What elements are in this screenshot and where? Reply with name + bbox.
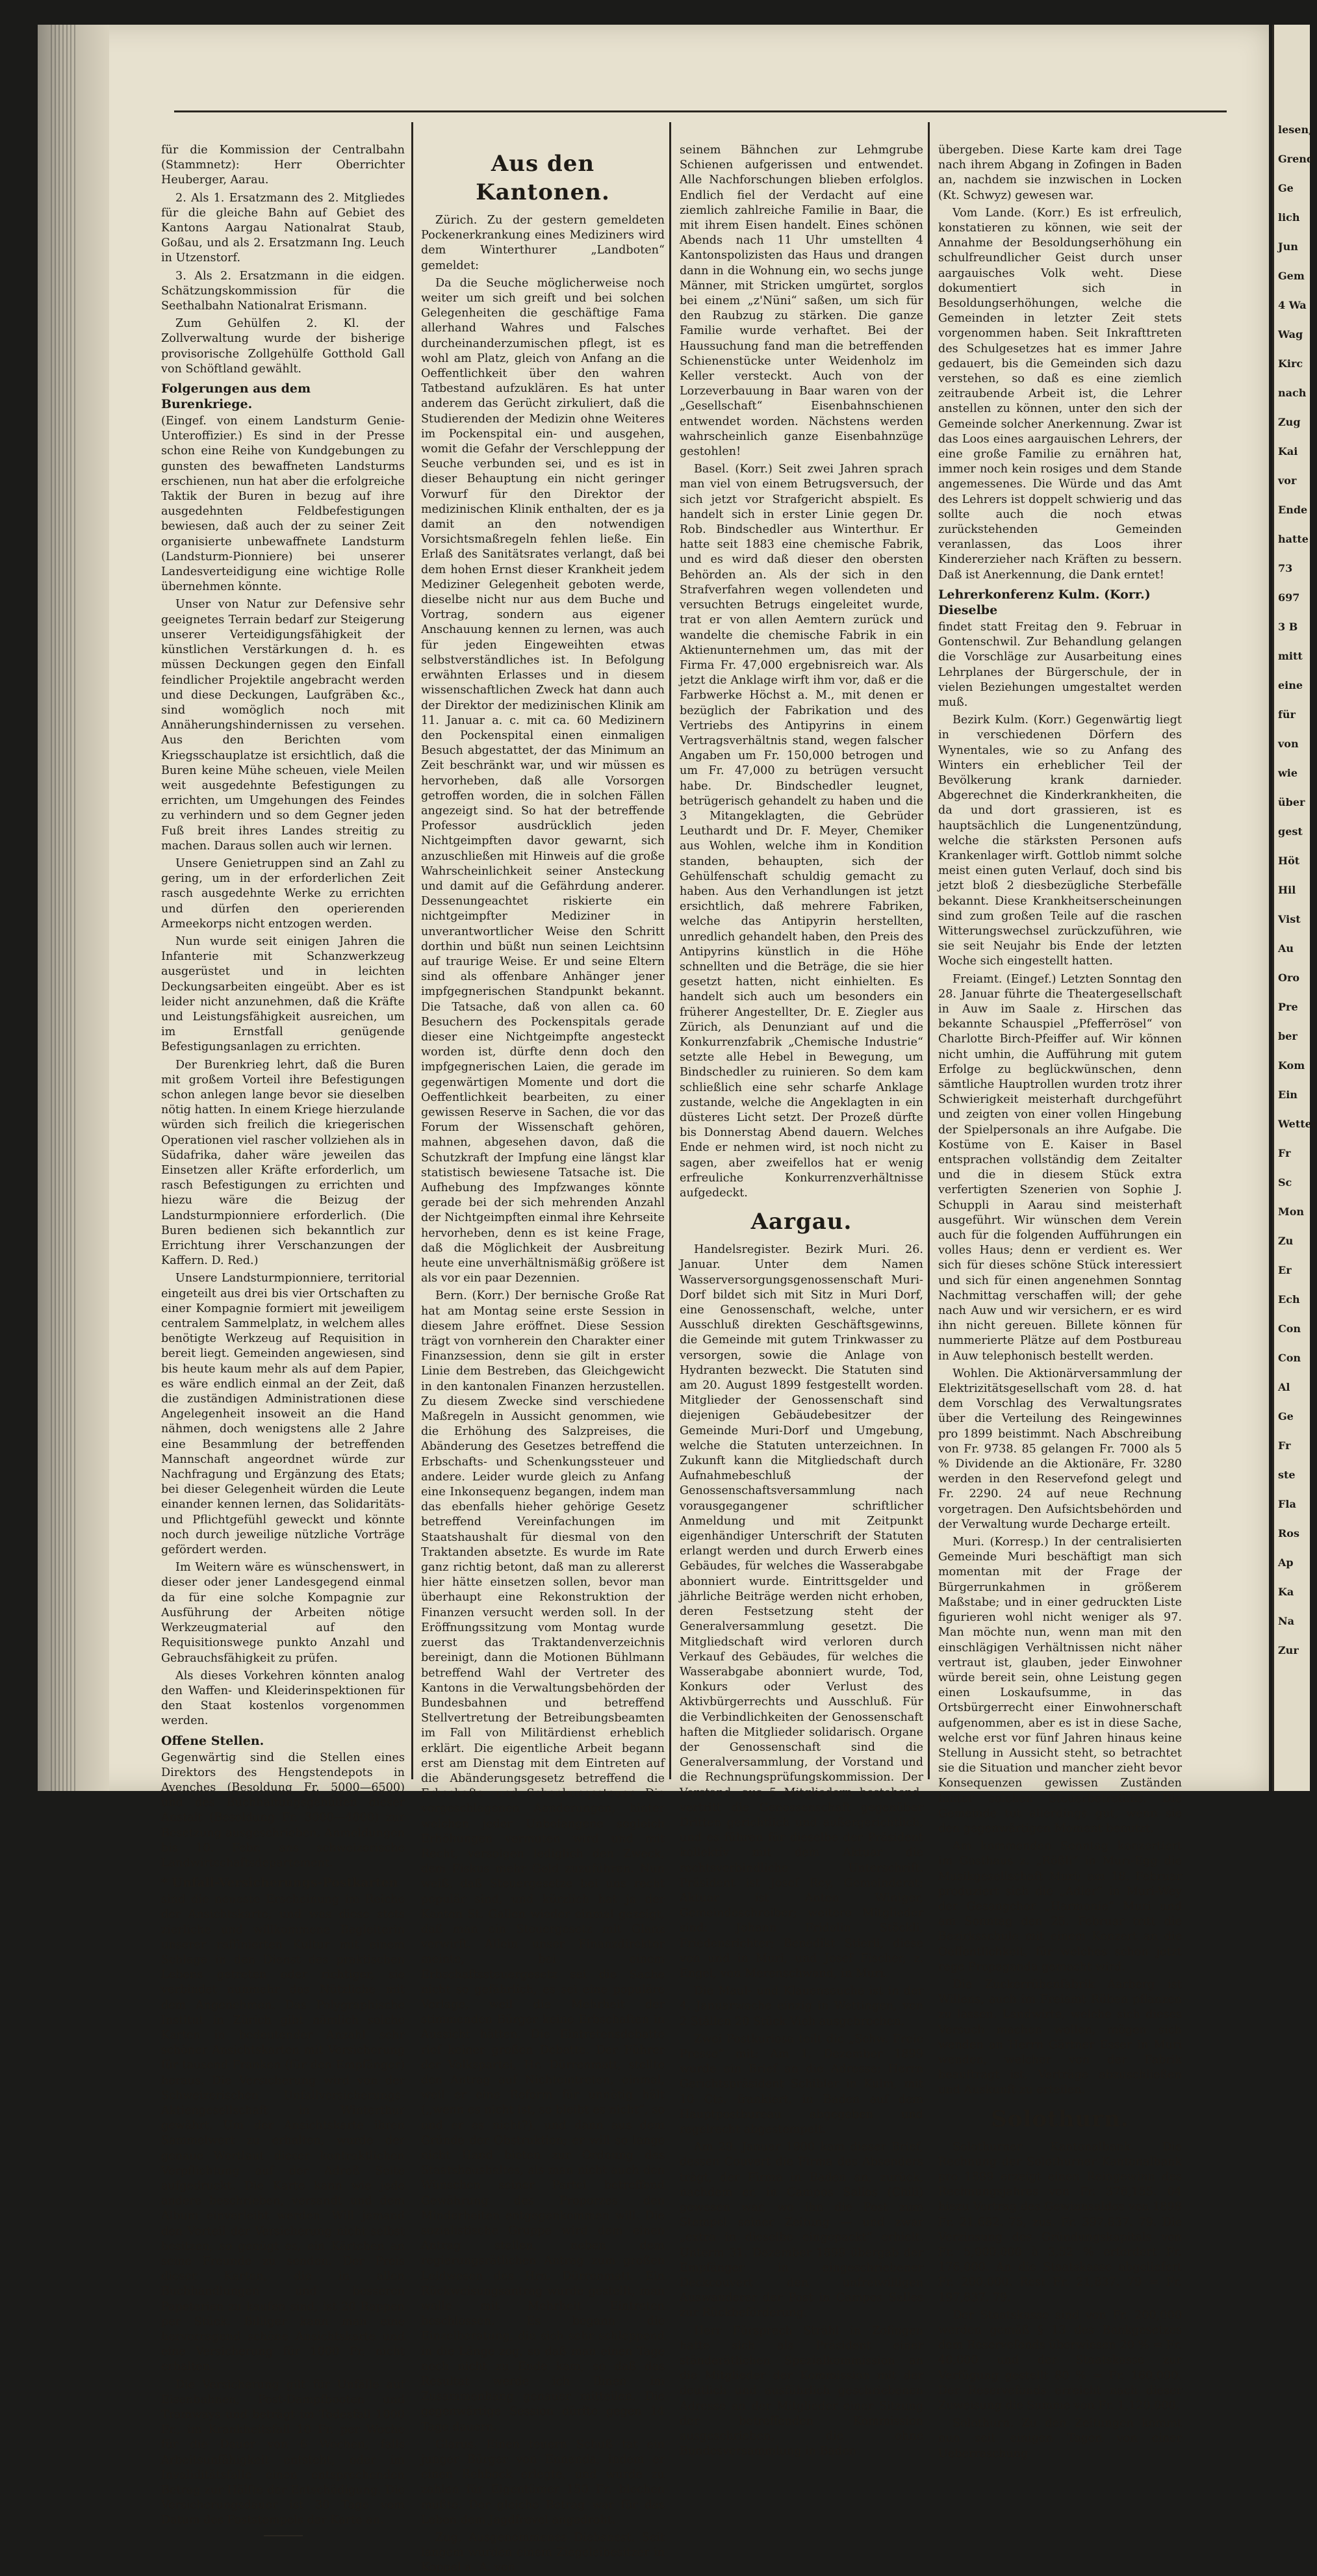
article-paragraph: für die Kommission der Centralbahn (Stammnetz): Herr Oberrichter Heuberger, Aarau. [161, 144, 405, 187]
article-paragraph: sind die neueste Erscheinung im Reiche der Ansichtskarte, und was diese stets zierliche und willkommene Begleiterin unserer raffinierten Kultur mit einem Schlage in den Dienst des praktischen Lebens getreten oder richtiger, sie verbindet nunmehr das Nützliche mit dem Angenehmen. Das Polygraphische Institut in Zürich gibt nämlich solche Karten in bedeutender Anzahl sehr schöner Ansichtskarten mit Versicherung für tausend Franken (für den Empfänger) heraus. Die Versicherung wird von der Schweizerischen Unfallversicherungs-Aktiengesellschaft in Winterthur gewährt. Um der Ansichtskarte ihren Sammelwert zu erhalten, wurde der genaue Wortlaut dieser kontraktlichen Verpflichtung auf der Adreß Seite aufgedruckt. Die Karte kann wie jede andere beschrieben, versandt und dem Album einverleibt werden. Will jemand den Vorteil der Versicherung nicht selbst besitzen, so genügt es, ein Kärtchen an seine Freunde zu senden. Der Preis dieser Karten, die in allen Buchhandlungen und besseren Papeterien zu kaufen sind, ist 20 Rappen per Stück. Billiger kann man eine hervorragend schöne Ansichtskarte und eine Versicherung für 1000 Fr. nicht erhalten. [161, 1893, 405, 2374]
page-edge-fragment: Ende [1278, 504, 1308, 516]
page-edge-fragment: Oro [1278, 972, 1300, 984]
article-paragraph: Handelsregister. Bezirk Muri. 26. Januar. Unter dem Namen Wasserversorgungsgenossenschaft Muri-Dorf bildet sich mit Sitz in Muri Dorf, eine Genossenschaft, welche, unter Ausschluß direkten Geschäftsgewinns, die Gemeinde mit gutem Trinkwasser zu versorgen, sowie die Anlage von Hydranten bezweckt. Die Statuten sind am 20. August 1899 festgestellt worden. Mitglieder der Genossenschaft sind diejenigen Gebäudebesitzer der Gemeinde Muri-Dorf und Umgebung, welche die Statuten unterzeichnen. In Zukunft kann die Mitgliedschaft durch Aufnahmebeschluß der Genossenschaftsversammlung nach vorausgegangener schriftlicher Anmeldung und mit Zeitpunkt eigenhändiger Unterschrift der Statuten erlangt werden und durch Erwerb eines Gebäudes, für welches die Wasserabgabe abonniert wurde. Eintrittsgelder und jährliche Beiträge werden nicht erhoben, deren Festsetzung steht der Generalversammlung gesetzt. Die Mitgliedschaft wird verloren durch Verkauf des Gebäudes, für welches die Wasserabgabe abonniert wurde, Tod, Konkurs oder Verlust des Aktivbürgerrechts und Ausschluß. Für die Verbindlichkeiten der Genossenschaft haften die Mitglieder solidarisch. Organe der Genossenschaft sind die Generalversammlung, der Vorstand und die Rechnungsprüfungskommission. Der Vorstand, aus 5 Mitgliedern bestehend, vertritt die Genossenschaft gegenüber Dritten gerichtlich und außergerichtlich, und es führen für dieselbe der Präsident kollektiv mit dem Aktuar die rechtsverbindliche Unterschrift. Präsident ist Josef Rey, Gemeinderat; Aktuar ist Anton Winiger, Gemeindeschreiber; weitere Mitglieder sind: Johann Fridolin Stöckli, Friedensrichter; Benedikt Stierli, diese von und in Muri, und Josef Fischer, z. Engel, von Merenschwand, in Muri. [680, 1243, 923, 1980]
page-edge-fragment: Zur [1278, 1644, 1299, 1656]
page-edge-fragment: eine [1278, 679, 1303, 691]
article-paragraph: Da die Seuche möglicherweise noch weiter um sich greift und bei solchen Gelegenheiten die geschäftige Fama allerhand Wahres und Falsches durcheinanderzumischen pflegt, ist es wohl am Platz, gleich von Anfang an die Oeffentlichkeit über den wahren Tatbestand aufzuklären. Es hat unter anderem das Gerücht zirkuliert, daß die Studierenden der Medizin ohne Weiteres im Pockenspital ein- und ausgehen, womit die Gefahr der Verschleppung der Seuche verbunden sei, und es ist in dieser Behauptung ein nicht geringer Vorwurf für den Direktor der medizinischen Klinik enthalten, der es ja damit an den notwendigen Vorsichtsmaßregeln fehlen ließe. Ein Erlaß des Sanitätsrates verlangt, daß bei dem hohen Ernst dieser Krankheit jedem Mediziner Gelegenheit geboten werde, dieselbe nicht nur aus dem Buche und Vortrag, sondern aus eigener Anschauung kennen zu lernen, was auch für jeden Eingeweihten etwas selbstverständliches ist. In Befolgung erwähnten Erlasses und in diesem wissenschaftlichen Zweck hat dann auch der Direktor der medizinischen Klinik am 11. Januar a. c. mit ca. 60 Medizinern den Pockenspital einen einmaligen Besuch abgestattet, der das Minimum an Zeit beschränkt war, und wir müssen es hervorheben, daß alle Vorsorgen getroffen worden, die in solchen Fällen angezeigt sind. So hat der betreffende Professor ausdrücklich jeden Nichtgeimpften davor gewarnt, sich anzuschließen mit Hinweis auf die große Wahrscheinlichkeit seiner Ansteckung und damit auf die Gefährdung anderer. Dessenungeachtet riskierte ein nichtgeimpfter Mediziner in unverantwortlicher Weise den Schritt dorthin und büßt nun seinen Leichtsinn auf traurige Weise. Er und seine Eltern sind als offenbare Anhänger jener impfgegnerischen Standpunkt bekannt. Die Tatsache, daß von allen ca. 60 Besuchern des Pockenspitals gerade dieser eine Nichtgeimpfte angesteckt worden ist, dürfte denn doch den impfgegnerischen Laien, die gerade im gegenwärtigen Momente und dort die Oeffentlichkeit bearbeiten, zu einer gewissen Reserve in Sachen, die vor das Forum der Wissenschaft gehören, mahnen, abgesehen davon, daß die Schutzkraft der Impfung eine längst klar statistisch bewiesene Tatsache ist. Die Aufhebung des Impfzwanges könnte gerade bei der sich mehrenden Anzahl der Nichtgeimpften einmal ihre Kehrseite hervorheben, denn es ist keine Frage, daß die Möglichkeit der Ausbreitung heute eine unverhältnismäßig größere ist als vor ein paar Dezennien. [421, 276, 665, 1285]
page-edge-fragment: von [1278, 738, 1299, 750]
newspaper-page [38, 25, 1317, 2575]
article-paragraph: Vom Lande. (Korr.) Es ist erfreulich, konstatieren zu können, wie seit der Annahme der Besoldungserhöhung ein schulfreundlicher Geist durch unser aargauisches Volk weht. Diese dokumentiert sich in Besoldungserhöhungen, welche die Gemeinden in letzter Zeit stets vorgenommen haben. Seit Inkrafttreten des Schulgesetzes hat es immer Jahre gedauert, bis die Gemeinden sich dazu verstehen, so daß es eine ziemlich zeitraubende Arbeit ist, die Lehrer anstellen zu können, unter den sich der Gemeinde solcher Anerkennung. Zwar ist das Loos eines aargauischen Lehrers, der eine große Familie zu ernähren hat, immer noch kein rosiges und dem Stande angemessenes. Die Würde und das Amt des Lehrers ist doppelt schwierig und das sollte auch die noch etwas zurückstehenden Gemeinden veranlassen, das Loos ihrer Kindererzieher nach Kräften zu bessern. Daß ist Anerkennung, die Dank erntet! [938, 206, 1182, 582]
page-edge-fragment: Mon [1278, 1205, 1305, 1218]
article-paragraph: Herr Fürsprech Strähl in Zofingen hatte sich als Präsident einer ständerätlichen Spezialkommission an die Mitglieder der Kommission mit der deutlich und ausführlich geschriebenen Adresse an der Mitglieder einer Sitzung der betreffenden Kommission ausgeschrieben, die ohne Bundesversammlung in Baden [680, 2324, 923, 2458]
article-paragraph: Die Maul- und Klauenseuche ist in der 4. Januarwoche einzig in Wettingen, von 2 Ställen 20 Stück Vieh ausgebrochen. [680, 1985, 923, 2028]
page-edge-fragment: Gem [1278, 270, 1305, 282]
article-paragraph: Bezirk Kulm. (Korr.) Gegenwärtig liegt in verschiedenen Dörfern des Wynentales, wie so zu Anfang des Winters ein erheblicher Teil der Bevölkerung krank darnieder. Abgerechnet die Kinderkrankheiten, die da und dort grassieren, ist es hauptsächlich die Lungenentzündung, welche die stärksten Personen aufs Krankenlager wirft. Gottlob nimmt solche meist einen guten Verlauf, doch sind bis jetzt bloß 2 diesbezügliche Sterbefälle bekannt. Diese Krankheitserscheinungen sind zum großen Teile auf die raschen Witterungswechsel zurückzuführen, wie sie seit Neujahr bis Ende der letzten Woche sich eingestellt hatten. [938, 714, 1182, 968]
article-paragraph: Solothurner Kantonalbank. Die Rechnung der Solothurner Kantonalbank pro 1899 erzeigt einen Reingewinn des Rechnungsjahres von Fr. 376,155. 04 hiezu Vortrag des Gewinnsaldos von 1898 Fr. 21,682. 75, zus. Fr. 397,837. 79. Die Verzinsung des Gründungskapitals von Fr. 5,000,000 à 3,52 % erfordert Fr. 176,000. An die Staatskasse abgeliefert Fr. 200,000. Rest Fr. 21,837. 79 = Fr. 197,837. 79. [938, 2140, 1182, 2304]
article-heading: * Unfall-Versicherungs-Postkarten [161, 1875, 398, 1890]
article-paragraph: findet statt Freitag den 9. Februar in Gontenschwil. Zur Behandlung gelangen die Vorschläge zur Ausarbeitung eines Lehrplanes der Bürgerschule, der in vielen Beziehungen umgestaltet werden muß. [938, 620, 1182, 709]
header-rule [174, 110, 1227, 112]
page-edge-fragment: nach [1278, 387, 1307, 399]
column-3 [680, 143, 923, 2458]
page-edge-fragment: Wag [1278, 328, 1303, 341]
article-paragraph: übergeben. Diese Karte kam drei Tage nach ihrem Abgang in Zofingen in Baden an, nachdem sie inzwischen in Locken (Kt. Schwyz) gewesen war. [938, 144, 1182, 202]
column-rule-2 [669, 122, 671, 1779]
article-paragraph: Bern. (Korr.) Der bernische Große Rat hat am Montag seine erste Session in diesem Jahre eröffnet. Diese Session trägt von vornherein den Charakter einer Finanzsession, denn sie gilt in erster Linie dem Bestreben, das Gleichgewicht in den kantonalen Finanzen herzustellen. Zu diesem Zwecke sind verschiedene Maßregeln in Aussicht genommen, wie die Erhöhung des Salzpreises, die Abänderung des Gesetzes betreffend die Erbschafts- und Schenkungssteuer und andere. Leider wurde gleich zu Anfang eine Inkonsequenz begangen, indem man das ebenfalls hieher gehörige Gesetz betreffend Vereinfachungen im Staatshaushalt für diesmal von den Traktanden absetzte. Es wurde im Rate ganz richtig betont, daß man zu allererst hier hätte einsetzen sollen, bevor man überhaupt eine Rekonstruktion der Finanzen versucht werden soll. In der Eröffnungssitzung vom Montag wurde zuerst das Traktandenverzeichnis bereinigt, dann die Motionen Bühlmann betreffend Wahl der Vertreter des Kantons in die Verwaltungsbehörden der Bundesbahnen und betreffend Stellvertretung der Betreibungsbeamten im Fall von Militärdienst erheblich erklärt. Die eigentliche Arbeit begann erst am Dienstag mit dem Eintreten auf die Abänderungsgesetz betreffend die Erbschafts- und Schenkungssteuer. Die vorgeschlagenen Aenderungen, hinter welchen jeder Unbefangene sogleich Erhöhungen vermuten wird und mit Recht, versolgen lediglich den Zweck, dem Fiskus mehr Geld zuzuführen. Nun weiß, daß Steuergesetze bei uns recht populär sind, und kürzlich hat ja der Kanton St. Gallen wieder einmal gezeigt, daß man ein Steuergesetz mit Glanz verwirft. Allein unser Finanzdirektor meinte, bei einem Erbschaftssteuergesetz sei die Sache nicht so gefährlich, es sei eine populäre Vorlage, weil die Mehrheit der stimmenden Bürger keine Erbschaften in Aussicht hätten. Die Eintretensdebatte rief keiner großen Debatte. Der Führer der Volkspartei, Hr. Dürrenmatt, stellte den Antrag auf Nichteintreten, einmal, weil er eine Reform für unnötig hält (,,wenn es nicht ist, so bleibt es nicht“, so und er es nicht?), und dann aus dem Gründe der Obstruktion; er will so lange nicht Hand bieten zur Ordnung des Staatshaushaltes, als man nicht auch den Wünschen seiner Partei betreffend Gewährung des Proporzes den Minderheiten entgegenkommen will. Die sozialistische Gruppe wird dem einen Antrag stellen, neben dem regierungsrätlichen Antrag zum großen Leidwesen des Hrn. Dürrenmatt. Ein Rückweisungsantrag wurde gestellt, man wolle mit Mehrheit Eintreten beschlossen. Es begann die Einzelberatung, die sich sehr schleppend in die Länge zog, so daß man einen Tage noch nicht zu Ende kam, so daß das Resultat werde ich Ihnen im Zusammenhang genauer mitteilen. Die gegenwärtige Session dürfte gegen 14 Tage dauern. [421, 1289, 665, 2434]
section-heading: Solothurn. [991, 2106, 1129, 2132]
page-edge-fragment: ber [1278, 1030, 1298, 1042]
article-paragraph: 2. Als 1. Ersatzmann des 2. Mitgliedes für die gleiche Bahn auf Gebiet des Kantons Aargau Nationalrat Staub, Goßau, und als 2. Ersatzmann Ing. Leuch in Utzenstorf. [161, 191, 405, 265]
article-paragraph: Zug. Ausgenommenes Diebsnest. Seit langem wurden einem Ziegeleibesitzer in Koppel a. A. von [421, 2531, 665, 2575]
page-edge-fragment: Wetter [1278, 1118, 1317, 1130]
page-edge-fragment: 697 [1278, 591, 1300, 604]
page-edge-fragment: 4 Wa [1278, 299, 1307, 311]
page-edge-fragment: Zu [1278, 1235, 1294, 1247]
article-paragraph: Am kommenden Sonntag konzertiert im Gasthaus z. „Rößli“ in Muri-Egg die Musikgesellschaft Muri; am 18. Februar produziert sich die „Adler“ in Muri-Wey der Gesangchor „Harmonie“ Muri und am Sonntag den 25. Februar tritt die Bezirksschule mit einem Konzert an die Oeffentlichkeit, für welches schon jetzt rege Propaganda gemacht wird. [938, 1840, 1182, 1974]
page-edge-fragment: Ka [1278, 1586, 1294, 1598]
article-paragraph: Zürich. Zu der gestern gemeldeten Pockenerkrankung eines Mediziners wird dem Winterthurer „Landboten“ gemeldet: [421, 214, 665, 272]
article-paragraph: Der Staatskasse sind von Fr. 200,000 werden gemäß § 13 des Bankgesetzes dem Reservefonds überwiesen 20 % = Fr. 40,000 und der Staatskasse zur Verfügung gestellt 80 % = Fr. 160,000. Der Reservefonds erreicht nach dieser Zuweisung die Summe von Fr. 1,120,000. [938, 2308, 1182, 2413]
column-4 [938, 143, 1182, 2460]
page-gutter [38, 25, 109, 1791]
page-edge-fragment: 73 [1278, 562, 1293, 574]
page-edge-fragment: ste [1278, 1469, 1296, 1481]
article-paragraph: Unser von Natur zur Defensive sehr geeignetes Terrain bedarf zur Steigerung unserer Verteidigungsfähigkeit der künstlichen Verstärkungen d. h. es müssen Deckungen gegen den Einfall feindlicher Projektile angebracht werden und diese Deckungen, Laufgräben &c., sind womöglich noch mit Annäherungshindernissen zu versehen. Aus den Berichten vom Kriegsschauplatze ist ersichtlich, daß die Buren keine Mühe scheuen, viele Meilen weit ausgedehnte Befestigungen zu errichten, um Umgehungen des Feindes zu verhindern und so dem Gegner jeden Fuß breit ihres Landes streitig zu machen. Daraus sollen auch wir lernen. [161, 598, 405, 853]
page-edge-fragment: wie [1278, 767, 1298, 779]
page-edge-fragment: hatte [1278, 533, 1309, 545]
page-edge-fragment: Grend [1278, 153, 1314, 165]
page-edge-fragment: Hil [1278, 884, 1296, 896]
article-paragraph: Am 29. Januar 1900 kam dieser Brief, dessen Couvert die Firma des Absenders trägt, der Firma in Baden an, zurück, nachdem er, in Campos Sallos (Chili) gewesen war, wo ihn die Post zum Stempel seiner Zeitung — und zwar „extra in dieselbe eingepackt“ erhielt. Unterm 31. Dezember 1899 übergab der Empfänger in eingeschriebener Deckcouvert den unfreiwilligen Auswanderer der Post in Campos Salles zur Rückbeförderung. [680, 2141, 923, 2320]
article-paragraph: Gegenwärtig sind die Stellen eines Direktors des Hengstendepots in Avenches (Besoldung Fr. 5000—6500) und des Buchhaltungsgehülfen dieser Anstalt (Besoldung Fr. 3000—4000) zur Besetzung ausgeschrieben. Anmeldungen bis 10. Febr. ans schweizerische Landwirtschaftsdepartement. [161, 1751, 405, 1870]
end-rule [264, 2535, 303, 2536]
page-edge-fragment: Zug [1278, 416, 1301, 428]
article-paragraph: Die Versicherung gilt für Unfälle auf Eisenbahnen, Post-Dampfbooten und Tramways und beträgt im Todesfall 1000 Fr., im Krankheitsfall 10 Fr. per Woche für die Dauer von 6 Wochen, falls Arbeitsunfähigkeit entsteht, oder im Invaliditätsfalle einen entsprechenden Betrag zur Hälfte der Entschädigung. Die Versicherungsdauer ist 30 Tage vom Datum des Poststempels der Karte an. [161, 2378, 405, 2527]
article-paragraph: 3. Als 2. Ersatzmann in die eidgen. Schätzungskommission für die Seethalbahn Nationalrat Erismann. [161, 269, 405, 313]
article-paragraph: Wohlen. Die Aktionärversammlung der Elektrizitätsgesellschaft vom 28. d. hat dem Vorschlag des Verwaltungsrates über die Verteilung des Reingewinnes pro 1899 beistimmt. Nach Abschreibung von Fr. 9738. 85 gelangen Fr. 7000 als 5 % Dividende an die Aktionäre, Fr. 3280 werden in den Reservefond gelegt und Fr. 2290. 24 auf neue Rechnung vorgetragen. Den Aufsichtsbehörden und der Verwaltung wurde Decharge erteilt. [938, 1367, 1182, 1531]
binding-edge [51, 25, 77, 1791]
page-edge-fragment: Con [1278, 1352, 1301, 1364]
adjacent-page-edge [1272, 25, 1317, 1791]
page-edge-fragment: Vist [1278, 913, 1301, 925]
page-edge-fragment: Na [1278, 1615, 1294, 1627]
page-edge-fragment: Au [1278, 942, 1294, 955]
column-rule-3 [928, 122, 930, 1779]
page-edge-fragment: Höt [1278, 855, 1300, 867]
article-paragraph: Zum Gehülfen 2. Kl. der Zollverwaltung wurde der bisherige provisorische Zollgehülfe Gotthold Gall von Schöftland gewählt. [161, 317, 405, 376]
article-paragraph: Nun wurde seit einigen Jahren die Infanterie mit Schanzwerkzeug ausgerüstet und in leichten Deckungsarbeiten eingeübt. Aber es ist leider nicht anzunehmen, daß die Kräfte und Leistungsfähigkeit ausreichen, um im Ernstfall genügende Befestigungsanlagen zu errichten. [161, 934, 405, 1054]
article-heading: Lehrerkonferenz Kulm. (Korr.) Dieselbe [938, 587, 1151, 617]
section-heading: Aus den Kantonen. [476, 151, 610, 205]
page-edge-fragment: Pre [1278, 1001, 1298, 1013]
page-edge-fragment: Er [1278, 1264, 1292, 1276]
article-paragraph: Zwei Postkuriosa teilt die „Schw. Freie Presse“ mit: Am 1. Dezember 1899 wurde ein Brief an die Adresse: Herrn Gerichtspräsident Schibler in Kulm, mit 10 Cts. frankiert, in Baden auf dem Hauptpostbureau abgegeben und regelrecht abgestempelt. [680, 2032, 923, 2136]
page-edge-fragment: über [1278, 796, 1305, 808]
page-edge-fragment: vor [1278, 474, 1297, 487]
page-edge-fragment: Fla [1278, 1498, 1296, 1510]
page-edge-fragment: Jun [1278, 240, 1298, 253]
article-paragraph: Freiamt. (Eingef.) Letzten Sonntag den 28. Januar führte die Theatergesellschaft in Auw im Saale z. Hirschen das bekannte Schauspiel „Pfefferrösel“ von Charlotte Birch-Pfeiffer auf. Wir können nicht umhin, die Aufführung mit gutem Erfolge zu beglückwünschen, denn sämtliche Hauptrollen wurden trotz ihrer Schwierigkeit meisterhaft durchgeführt und zeigten von einer vollen Hingebung der Spielpersonals an ihre Aufgabe. Die Kostüme von E. Kaiser in Basel entsprachen vollständig dem Zeitalter und die in diesem Stück extra verfertigten Szenerien von Sophie J. Schuppli in Aarau sind meisterhaft ausgeführt. Wir wünschen dem Verein auch für die folgenden Aufführungen ein volles Haus; denn er verdient es. Wer sich für dieses schöne Stück interessiert und sich für einen angenehmen Sonntag Nachmittag verschaffen will; der gehe nach Auw und wir versichern, er es wird ihn nicht gereuen. Billete können für nummerierte Plätze auf dem Postbureau in Auw telephonisch bestellt werden. [938, 972, 1182, 1363]
article-paragraph: Unsere Genietruppen sind an Zahl zu gering, um in der erforderlichen Zeit rasch ausgedehnte Werke zu errichten und dürfen den operierenden Armeekorps nicht entzogen werden. [161, 857, 405, 931]
page-edge-fragment: lich [1278, 211, 1300, 224]
article-paragraph: Die Zuckerrübenfabrik Aarberg ist Willens, auch im Freiamt Rüben pflanzen zu lassen. Landwirte, welche sich dieses Versuch machen wollen, mögen sich wenden an Herrn Gärtner Esser in Muri wenden, welcher von der Fabrik beauftragt ist, Verträge abzuschließen und Auskunft zu erteilen. [938, 1977, 1182, 2097]
section-heading: Aargau. [750, 1209, 852, 1235]
page-edge-fragment: lesen, [1278, 123, 1312, 136]
page-edge-fragment: gest [1278, 825, 1303, 838]
column-rule-1 [411, 122, 413, 1779]
page-edge-fragment: Kom [1278, 1059, 1305, 1072]
page-edge-fragment: Fr [1278, 1147, 1291, 1159]
page-edge-fragment: Ros [1278, 1527, 1299, 1539]
page-edge-fragment: Con [1278, 1322, 1301, 1335]
page-edge-fragment: für [1278, 708, 1296, 721]
article-paragraph: Im Weitern wäre es wünschenswert, in dieser oder jener Landesgegend einmal da für eine solche Kompagnie zur Ausführung der Arbeiten nötige Werkzeugmaterial auf den Requisitionswege punkto Anzahl und Gebrauchsfähigkeit zu prüfen. [161, 1561, 405, 1665]
column-2 [421, 143, 665, 2575]
page-edge-fragment: Ge [1278, 1410, 1294, 1423]
page-edge-fragment: Kirc [1278, 357, 1303, 370]
article-paragraph: Muri. (Korresp.) In der centralisierten Gemeinde Muri beschäftigt man sich momentan mit der Frage der Bürgerrunkahmen in größerem Maßstabe; und in einer gedruckten Liste figurieren wohl nicht weniger als 97. Man möchte nun, wenn man mit den einschlägigen Verhältnissen nicht näher vertraut ist, glauben, jeder Einwohner würde bereit sein, ohne Leistung gegen einen Loskaufsumme, in das Ortsbürgerrecht einer Einwohnerschaft aufgenommen, aber es ist in diese Sache, welche erst vor fünf Jahren hinaus keine Stellung in Aussicht steht, so betrachtet sie die Situation und mancher zieht bevor Konsequenzen gewissen Zuständen hinter solchen Steuerbetreffnis. Die Gemeinde tut allerdings gut, wenn sie den gegenwärtigen Moment benutzt. [938, 1536, 1182, 1835]
article-paragraph: Der Burenkrieg lehrt, daß die Buren mit großem Vorteil ihre Befestigungen schon anlegen lange bevor sie dieselben nötig hatten. In einem Kriege hierzulande würden sich freilich die kriegerischen Operationen viel rascher vollziehen als in Südafrika, daher wäre jeweilen das Einsetzen aller Kräfte erforderlich, um rasch Befestigungen zu errichten und hiezu wäre die Beizug der Landsturmpionniere erforderlich. (Die Buren bedienen sich bekanntlich zur Errichtung ihrer Verschanzungen der Kaffern. D. Red.) [161, 1058, 405, 1268]
article-paragraph: Glarus. Einen teuern Schuß tat ein junger Bürger von Ennenda, indem er einen Rehbock erlegte, und wurde zu zahlen für Eigentümer 150 Fr. blechen mußte. Der gleiche Betrag war für das Leben dem Jagdfrevel angedroht. [421, 2438, 665, 2527]
article-paragraph: Als dieses Vorkehren könnten analog den Waffen- und Kleiderinspektionen für den Staat kostenlos vorgenommen werden. [161, 1669, 405, 1728]
page-edge-fragment: Ech [1278, 1293, 1300, 1306]
article-paragraph: Solothurn. Zu den Zeitungen kommt nun seit einigen Tagen von einer Ueberraschung [938, 2417, 1182, 2460]
page-edge-fragment: Sc [1278, 1176, 1292, 1189]
article-paragraph: (Eingef. von einem Landsturm Genie-Unteroffizier.) Es sind in der Presse schon eine Reihe von Kundgebungen zu gunsten des bewaffneten Landsturms erschienen, nun hat aber die erfolgreiche Taktik der Buren in bezug auf ihre ausgedehnten Feldbefestigungen bewiesen, daß auch der zu seiner Zeit organisierte unbewaffnete Landsturm (Landsturm-Pionniere) bei unserer Landesverteidigung eine wichtige Rolle übernehmen könnte. [161, 415, 405, 594]
page-edge-fragment: mitt [1278, 650, 1303, 662]
page-edge-fragment: Ein [1278, 1088, 1298, 1101]
page-edge-fragment: Fr [1278, 1439, 1291, 1452]
column-1 [161, 143, 405, 2527]
article-paragraph: Unsere Landsturmpionniere, territorial eingeteilt aus drei bis vier Ortschaften zu einer Kompagnie formiert mit jeweiligem centralem Sammelplatz, in welchem alles benötigte Werkzeug auf Requisition in bereit liegt. Gemeinden angewiesen, sind bis heute kaum mehr als auf dem Papier, es wäre endlich einmal an der Zeit, daß die zuständigen Administrationen diese Angelegenheit insoweit an die Hand nähmen, doch wenigstens alle 2 Jahre eine Besammlung der betreffenden Mannschaft angeordnet würde zur Nachfragung und Ergänzung des Etats; bei dieser Gelegenheit würden die Leute einander kennen lernen, das Solidaritäts- und Pflichtgefühl geweckt und könnte noch durch jeweilige nützliche Vorträge gefördert werden. [161, 1272, 405, 1557]
article-heading: Folgerungen aus dem Burenkriege. [161, 381, 311, 412]
page-edge-fragment: Kai [1278, 445, 1298, 457]
article-paragraph: seinem Bähnchen zur Lehmgrube Schienen aufgerissen und entwendet. Alle Nachforschungen blieben erfolglos. Endlich fiel der Verdacht auf eine ziemlich zahlreiche Familie in Baar, die mit ihrem Eisen handelt. Eines schönen Abends nach 11 Uhr umstellten 4 Kantonspolizisten das Haus und drangen dann in die Wohnung ein, wo sechs junge Männer, mit Stricken umgürtet, sorglos bei einem „z'Nüni“ saßen, um sich für den Raubzug zu stärken. Die ganze Familie wurde verhaftet. Bei der Haussuchung fand man die betreffenden Schienenstücke unter Weidenholz im Keller versteckt. Auch von der Lorzeverbauung in Baar waren von der „Gesellschaft“ Eisenbahnschienen entwendet worden. Nächstens werden wahrscheinlich ganze Eisenbahnzüge gestohlen! [680, 144, 923, 459]
page-edge-fragment: 3 B [1278, 621, 1298, 633]
article-paragraph: Basel. (Korr.) Seit zwei Jahren sprach man viel von einem Betrugsversuch, der sich jetzt vor Strafgericht abspielt. Es handelt sich in erster Linie gegen Dr. Rob. Bindschedler aus Winterthur. Er hatte seit 1883 eine chemische Fabrik, und es wird daß dieser den obersten Behörden an. Als der sich in den Strafverfahren wegen vollendeten und versuchten Betrugs eingeleitet wurde, trat er von allen Aemtern zurück und wandelte die chemische Fabrik in ein Aktienunternehmen um, das mit der Firma Fr. 47,000 ergebnisreich war. Als jetzt die Anklage wirft ihm vor, daß er die Farbwerke Höchst a. M., mit denen er bezüglich der Fabrikation und des Vertriebs des Antipyrins in einem Vertragsverhältnis stand, wegen falscher Angaben um Fr. 150,000 betrogen und um Fr. 47,000 zu betrügen versucht habe. Dr. Bindschedler leugnet, betrügerisch gehandelt zu haben und die 3 Mitangeklagten, die Gebrüder Leuthardt und Dr. F. Meyer, Chemiker aus Wohlen, welche ihm in Kondition standen, behaupten, sich der Gehülfenschaft schuldig gemacht zu haben. Aus den Verhandlungen ist jetzt ersichtlich, daß mehrere Fabriken, welche das Antipyrin herstellten, unredlich gehandelt haben, den Preis des Antipyrins künstlich in die Höhe schnellten und die Beträge, die sie hier gesetzt hatten, nicht einhielten. Es handelt sich auch um besonders ein früherer Angestellter, Dr. E. Ziegler aus Zürich, als Denunziant auf und die Konkurrenzfabrik „Chemische Industrie“ setzte alle Hebel in Bewegung, um Bindschedler zu ruinieren. So dem kam schließlich eine sehr scharfe Anklage zustande, welche die Angeklagten in ein düsteres Licht setzt. Der Prozeß dürfte bis Donnerstag Abend dauern. Welches Ende er nehmen wird, ist noch nicht zu sagen, aber zweifellos hat er wenig erfreuliche Konkurrenzverhältnisse aufgedeckt. [680, 463, 923, 1200]
article-heading: Offene Stellen. [161, 1733, 264, 1748]
page-edge-fragment: Al [1278, 1381, 1290, 1393]
page-edge-fragment: Ge [1278, 182, 1294, 194]
page-edge-fragment: Ap [1278, 1556, 1294, 1569]
